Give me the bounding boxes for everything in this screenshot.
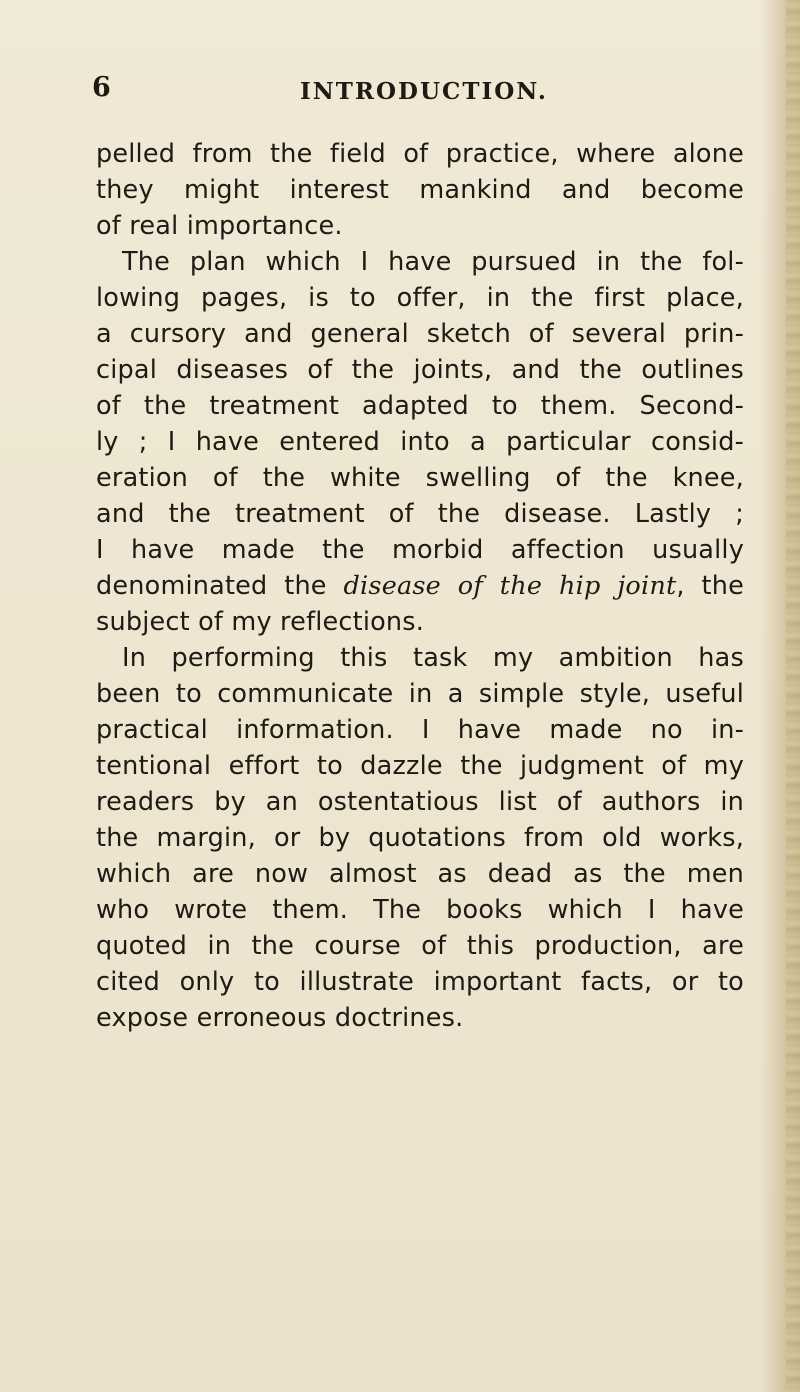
text-line-with-italic <box>96 568 744 604</box>
text-line: tentional effort to dazzle the judgment of my <box>96 751 744 781</box>
page-number: 6 <box>92 72 111 103</box>
text-line: cipal diseases of the joints, and the outlines <box>96 355 744 385</box>
page-edge <box>786 0 800 1392</box>
text-line: I have made the morbid affection usually <box>96 535 744 565</box>
text-fragment: , the <box>676 571 745 601</box>
text-line: subject of my reflections. <box>96 607 425 637</box>
text-line: who wrote them. The books which I have <box>96 895 744 925</box>
text-line: and the treatment of the disease. Lastly ; <box>96 499 744 529</box>
text-line: pelled from the field of practice, where alone <box>96 139 744 169</box>
text-line: readers by an ostentatious list of authors in <box>96 787 744 817</box>
running-head: INTRODUCTION. <box>300 78 548 105</box>
text-line: practical information. I have made no in- <box>96 715 744 745</box>
text-line: they might interest mankind and become <box>96 175 744 205</box>
text-line: been to communicate in a simple style, useful <box>96 679 744 709</box>
italic-phrase: disease of the hip joint <box>343 571 677 601</box>
text-line: eration of the white swelling of the knee, <box>96 463 744 493</box>
text-line: lowing pages, is to offer, in the first place, <box>96 283 744 313</box>
text-line: The plan which I have pursued in the fol- <box>122 247 744 277</box>
text-line: of real importance. <box>96 211 343 241</box>
text-fragment: denominated the <box>96 571 344 601</box>
text-line: cited only to illustrate important facts, or to <box>96 967 744 997</box>
text-line: of the treatment adapted to them. Second- <box>96 391 744 421</box>
text-line: which are now almost as dead as the men <box>96 859 744 889</box>
text-line: ly ; I have entered into a particular consid- <box>96 427 744 457</box>
text-line: the margin, or by quotations from old works, <box>96 823 744 853</box>
text-line: quoted in the course of this production, are <box>96 931 744 961</box>
page-header <box>0 72 800 112</box>
text-line: In performing this task my ambition has <box>122 643 744 673</box>
text-line: expose erroneous doctrines. <box>96 1003 464 1033</box>
text-line: a cursory and general sketch of several prin- <box>96 319 744 349</box>
body-text <box>96 136 744 1036</box>
